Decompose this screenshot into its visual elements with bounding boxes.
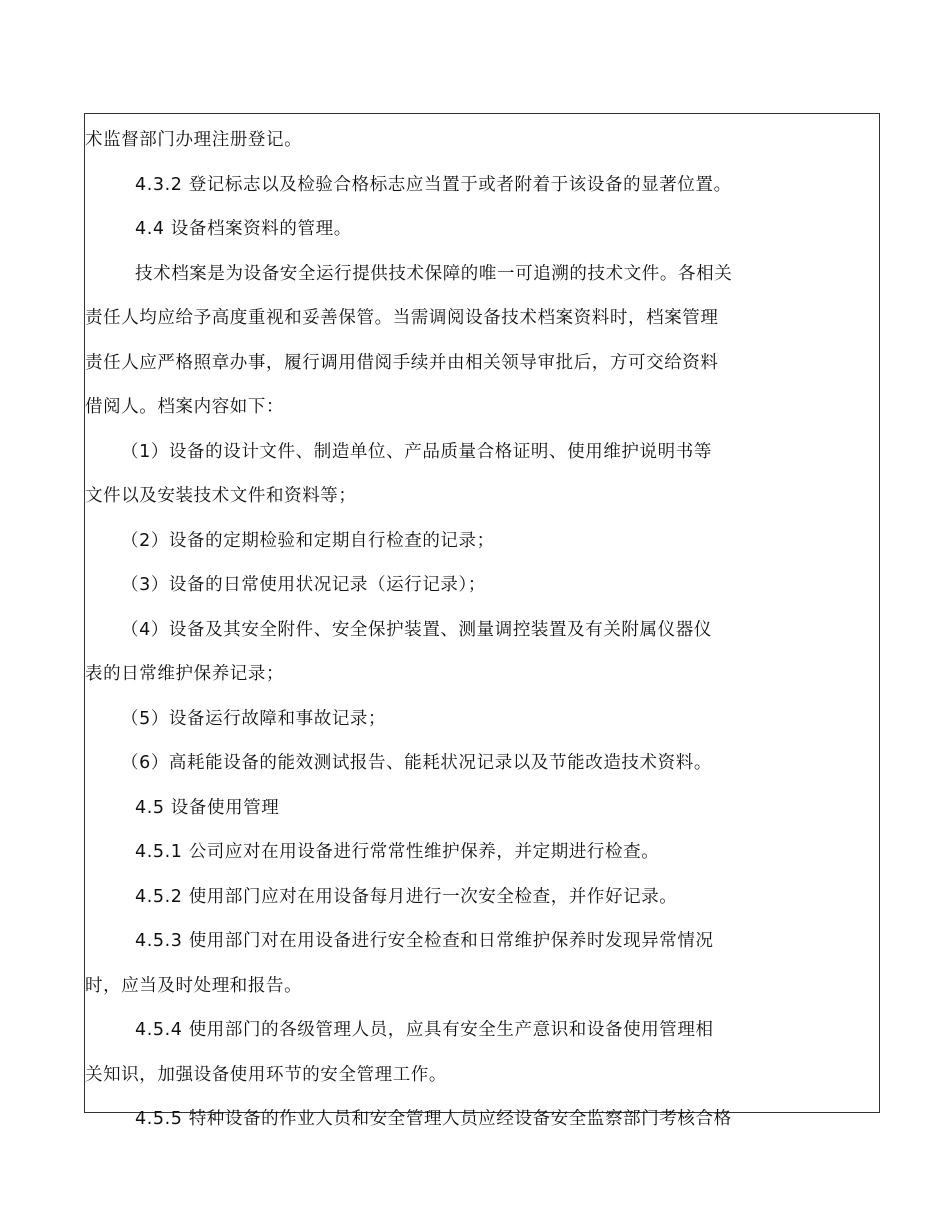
text-line: （5）设备运行故障和事故记录；	[121, 709, 387, 729]
text-line: 4.5.5 特种设备的作业人员和安全管理人员应经设备安全监察部门考核合格	[135, 1109, 732, 1129]
text-line: 责任人应严格照章办事，履行调用借阅手续并由相关领导审批后，方可交给资料	[85, 353, 719, 373]
text-line: 4.5 设备使用管理	[135, 798, 280, 818]
text-line: 术监督部门办理注册登记。	[85, 130, 303, 150]
text-line: 借阅人。档案内容如下：	[85, 397, 285, 417]
text-line: 文件以及安装技术文件和资料等；	[85, 486, 357, 506]
text-line: 4.5.3 使用部门对在用设备进行安全检查和日常维护保养时发现异常情况	[135, 931, 714, 951]
text-line: 4.4 设备档案资料的管理。	[135, 219, 352, 239]
text-line: 关知识，加强设备使用环节的安全管理工作。	[85, 1065, 447, 1085]
text-line: （4）设备及其安全附件、安全保护装置、测量调控装置及有关附属仪器仪	[121, 620, 712, 640]
text-line: 4.3.2 登记标志以及检验合格标志应当置于或者附着于该设备的显著位置。	[135, 175, 732, 195]
text-line: （1）设备的设计文件、制造单位、产品质量合格证明、使用维护说明书等	[121, 442, 712, 462]
text-line: 责任人均应给予高度重视和妥善保管。当需调阅设备技术档案资料时，档案管理	[85, 308, 719, 328]
document-frame	[84, 113, 880, 1129]
text-line: 4.5.1 公司应对在用设备进行常常性维护保养，并定期进行检查。	[135, 842, 660, 862]
text-line: 4.5.2 使用部门应对在用设备每月进行一次安全检查，并作好记录。	[135, 887, 678, 907]
text-line: （3）设备的日常使用状况记录（运行记录）；	[121, 575, 486, 595]
text-line: 4.5.4 使用部门的各级管理人员，应具有安全生产意识和设备使用管理相	[135, 1020, 714, 1040]
text-line: （2）设备的定期检验和定期自行检查的记录；	[121, 531, 495, 551]
text-line: 时，应当及时处理和报告。	[85, 976, 303, 996]
text-line: （6）高耗能设备的能效测试报告、能耗状况记录以及节能改造技术资料。	[121, 753, 712, 773]
text-line: 技术档案是为设备安全运行提供技术保障的唯一可追溯的技术文件。各相关	[135, 264, 733, 284]
text-line: 表的日常维护保养记录；	[85, 664, 285, 684]
